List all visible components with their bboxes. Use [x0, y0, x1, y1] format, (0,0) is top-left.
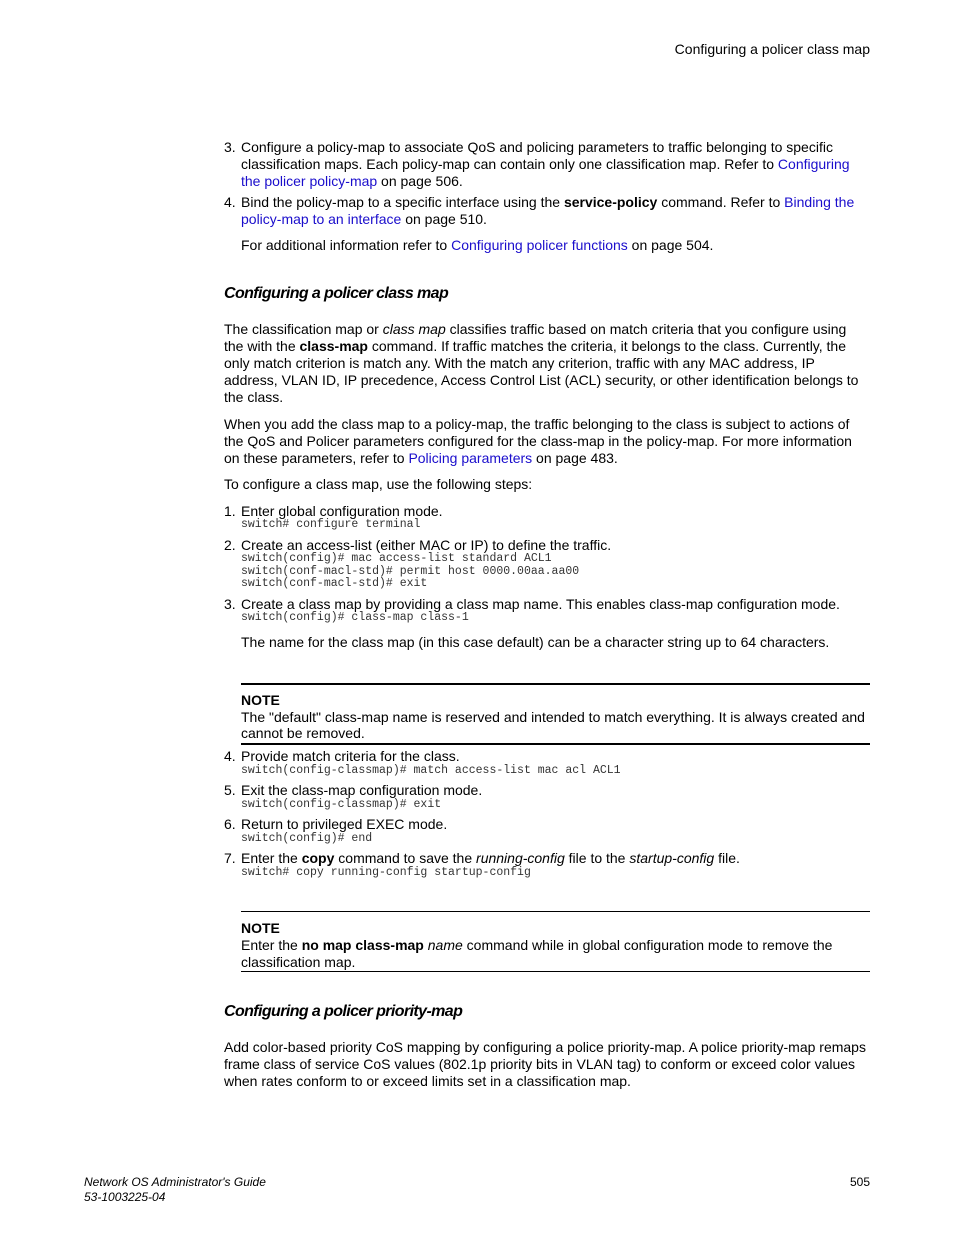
- body-text: on page 483.: [532, 450, 618, 466]
- body-text: on these parameters, refer to: [224, 450, 409, 466]
- body-text: command. If traffic matches the criteria, it belongs to the class. Currently, the: [367, 338, 847, 354]
- note-text: Enter the: [241, 937, 302, 953]
- xref-link[interactable]: Binding the: [784, 194, 855, 210]
- list-item-text: on page 506.: [377, 173, 463, 189]
- step-text: Return to privileged EXEC mode.: [241, 816, 448, 832]
- list-item-text: command. Refer to: [657, 194, 785, 210]
- page-number: 505: [849, 1175, 870, 1189]
- paragraph: [224, 321, 884, 406]
- note-bottom-rule: [241, 743, 870, 745]
- list-number: 6.: [224, 816, 236, 832]
- list-number: 4.: [224, 748, 236, 764]
- body-text: classifies traffic based on match criteria that you configure using: [445, 321, 847, 337]
- body-text: The classification map or: [224, 321, 383, 337]
- body-text: command to save the: [334, 850, 477, 866]
- emphasis: running-config: [476, 850, 565, 866]
- paragraph: [224, 1039, 884, 1090]
- command-name: no map class-map: [301, 937, 424, 953]
- emphasis: class map: [382, 321, 446, 337]
- emphasis: name: [423, 937, 463, 953]
- list-item-text: Configure a policy-map to associate QoS and policing parameters to traffic belonging to specific: [241, 139, 833, 155]
- body-text: on page 504.: [627, 237, 714, 253]
- body-text: Add color-based priority CoS mapping by configuring a police priority-map. A police priority-map remaps: [224, 1039, 866, 1055]
- xref-link[interactable]: Configuring policer functions: [451, 237, 628, 253]
- list-number: 3.: [224, 596, 236, 612]
- body-text: only match criterion is match any. With the match any criterion, traffic with any MAC address, IP: [224, 355, 815, 371]
- note-top-rule: [241, 683, 870, 685]
- command-name: copy: [301, 850, 335, 866]
- list-item-text: Bind the policy-map to a specific interface using the: [241, 194, 564, 210]
- body-text: file to the: [564, 850, 630, 866]
- body-text: Enter the: [241, 850, 302, 866]
- note-title: NOTE: [241, 692, 280, 708]
- xref-link[interactable]: Configuring: [777, 156, 850, 172]
- body-text: when rates conform to or exceed limits set in a classification map.: [224, 1073, 631, 1089]
- additional-info: [241, 237, 713, 254]
- step-text: Enter global configuration mode.: [241, 503, 443, 519]
- note-text: command while in global configuration mode to remove the: [462, 937, 833, 953]
- step-text: [241, 850, 740, 867]
- step-text: Exit the class-map configuration mode.: [241, 782, 483, 798]
- body-text: frame class of service CoS values (802.1p priority bits in VLAN tag) to conform or exceed color values: [224, 1056, 856, 1072]
- step-note: The name for the class map (in this case default) can be a character string up to 64 characters.: [241, 634, 830, 650]
- note-text: The "default" class-map name is reserved and intended to match everything. It is always created and: [241, 709, 865, 725]
- note-top-rule: [241, 911, 870, 912]
- xref-link[interactable]: policy-map to an interface: [241, 211, 402, 227]
- list-number: 4.: [224, 194, 236, 210]
- code-block: switch(config-classmap)# exit: [241, 798, 442, 811]
- step-text: Provide match criteria for the class.: [241, 748, 460, 764]
- list-number: 5.: [224, 782, 236, 798]
- body-text: address, VLAN ID, IP precedence, Access Control List (ACL) security, or other identification belongs to: [224, 372, 859, 388]
- body-text: For additional information refer to: [241, 237, 452, 253]
- list-item-text: classification maps. Each policy-map can contain only one classification map. Refer to: [241, 156, 778, 172]
- note-text: cannot be removed.: [241, 725, 365, 741]
- code-block: switch(config)# class-map class-1: [241, 611, 469, 624]
- note-bottom-rule: [241, 971, 870, 972]
- footer-doc-number: 53-1003225-04: [84, 1190, 166, 1204]
- body-text: the class.: [224, 389, 284, 405]
- body-text: When you add the class map to a policy-map, the traffic belonging to the class is subject to actions of: [224, 416, 850, 432]
- code-block: switch(config)# end: [241, 832, 373, 845]
- footer-guide-title: Network OS Administrator's Guide: [84, 1175, 266, 1189]
- list-number: 1.: [224, 503, 236, 519]
- emphasis: startup-config: [629, 850, 715, 866]
- code-block: switch(config-classmap)# match access-list mac acl ACL1: [241, 764, 621, 777]
- step-text: Create a class map by providing a class map name. This enables class-map configuration mode.: [241, 596, 840, 612]
- command-name: service-policy: [563, 194, 658, 210]
- paragraph: To configure a class map, use the following steps:: [224, 476, 533, 492]
- note-body: [241, 937, 881, 971]
- list-number: 2.: [224, 537, 236, 553]
- body-text: the QoS and Policer parameters configured for the class-map in the policy-map. For more information: [224, 433, 852, 449]
- note-text: classification map.: [241, 954, 356, 970]
- note-title: NOTE: [241, 920, 280, 936]
- code-block: switch# configure terminal: [241, 518, 421, 531]
- code-block: switch(config)# mac access-list standard ACL1 switch(conf-macl-std)# permit host 0000.00aa.aa00 switch(conf-macl-std)# exit: [241, 552, 580, 590]
- body-text: the with the: [224, 338, 300, 354]
- list-item-text: on page 510.: [401, 211, 487, 227]
- list-item: [241, 139, 881, 190]
- paragraph: [224, 416, 884, 467]
- list-item: [241, 194, 881, 228]
- step-text: Create an access-list (either MAC or IP) to define the traffic.: [241, 537, 612, 553]
- section-heading: Configuring a policer class map: [224, 285, 449, 302]
- body-text: file.: [714, 850, 740, 866]
- note-body: [241, 709, 881, 741]
- section-heading: Configuring a policer priority-map: [224, 1003, 463, 1020]
- code-block: switch# copy running-config startup-config: [241, 866, 531, 879]
- command-name: class-map: [299, 338, 368, 354]
- xref-link[interactable]: Policing parameters: [408, 450, 533, 466]
- running-header: Configuring a policer class map: [674, 41, 870, 57]
- footer-doc-info: [84, 1175, 266, 1205]
- xref-link[interactable]: the policer policy-map: [241, 173, 378, 189]
- list-number: 7.: [224, 850, 236, 866]
- list-number: 3.: [224, 139, 236, 155]
